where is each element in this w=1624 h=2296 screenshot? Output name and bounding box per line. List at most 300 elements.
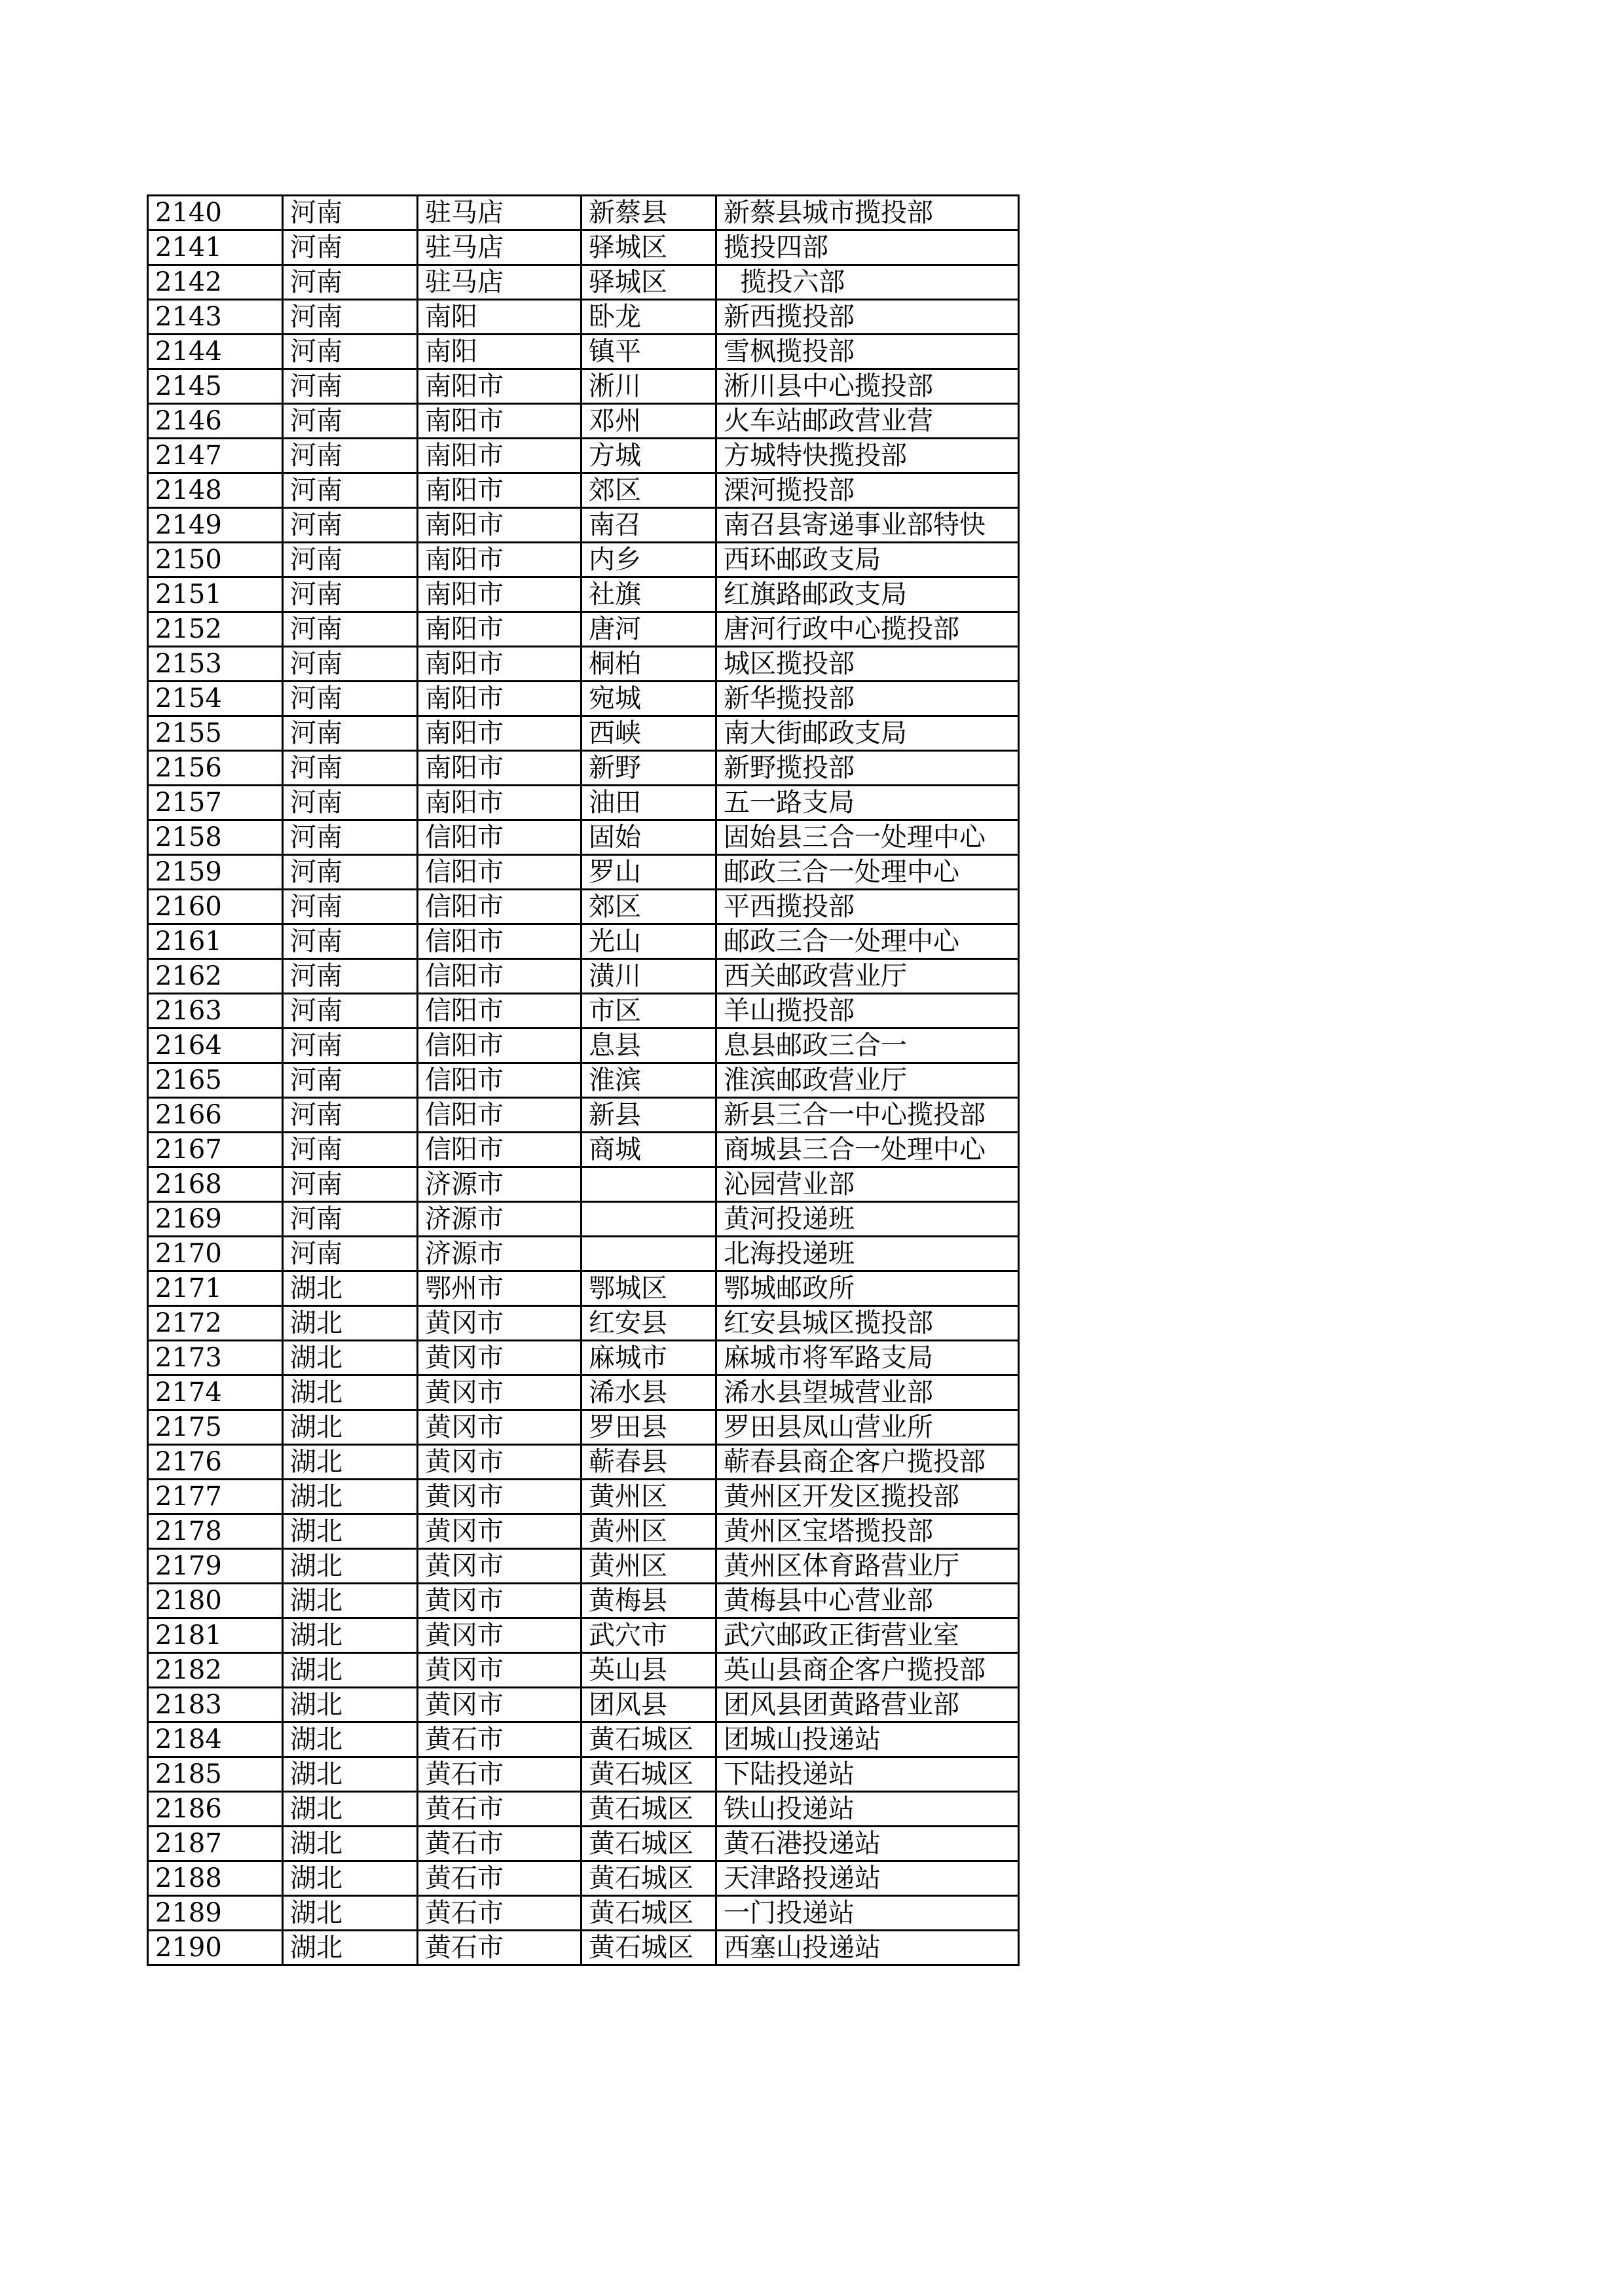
county-cell: 卧龙 <box>581 300 716 335</box>
county-cell: 镇平 <box>581 335 716 369</box>
province-cell: 湖北 <box>283 1827 418 1861</box>
county-cell: 团风县 <box>581 1688 716 1722</box>
county-cell: 郊区 <box>581 890 716 924</box>
county-cell: 鄂城区 <box>581 1271 716 1306</box>
county-cell: 宛城 <box>581 682 716 716</box>
row-number-cell: 2144 <box>148 335 283 369</box>
city-cell: 信阳市 <box>418 1029 581 1063</box>
row-number-cell: 2146 <box>148 404 283 439</box>
office-name-cell: 一门投递站 <box>716 1896 1019 1931</box>
province-cell: 湖北 <box>283 1445 418 1480</box>
county-cell: 市区 <box>581 994 716 1029</box>
county-cell: 息县 <box>581 1029 716 1063</box>
table-row <box>148 1445 1019 1480</box>
province-cell: 河南 <box>283 439 418 473</box>
city-cell: 南阳市 <box>418 473 581 508</box>
table-row <box>148 1618 1019 1653</box>
office-name-cell: 淅川县中心揽投部 <box>716 369 1019 404</box>
table-row <box>148 751 1019 786</box>
province-cell: 河南 <box>283 716 418 751</box>
row-number-cell: 2140 <box>148 196 283 230</box>
office-name-cell: 黄州区体育路营业厅 <box>716 1549 1019 1584</box>
county-cell: 驿城区 <box>581 230 716 265</box>
row-number-cell: 2166 <box>148 1098 283 1133</box>
county-cell: 固始 <box>581 820 716 855</box>
row-number-cell: 2190 <box>148 1931 283 1965</box>
row-number-cell: 2180 <box>148 1584 283 1618</box>
city-cell: 信阳市 <box>418 924 581 959</box>
row-number-cell: 2173 <box>148 1341 283 1376</box>
county-cell: 蕲春县 <box>581 1445 716 1480</box>
row-number-cell: 2188 <box>148 1861 283 1896</box>
row-number-cell: 2177 <box>148 1480 283 1514</box>
row-number-cell: 2182 <box>148 1653 283 1688</box>
table-row <box>148 1827 1019 1861</box>
office-name-cell: 新蔡县城市揽投部 <box>716 196 1019 230</box>
city-cell: 南阳市 <box>418 612 581 647</box>
office-name-cell: 邮政三合一处理中心 <box>716 855 1019 890</box>
county-cell: 潢川 <box>581 959 716 994</box>
table-row <box>148 716 1019 751</box>
county-cell: 郊区 <box>581 473 716 508</box>
city-cell: 黄冈市 <box>418 1688 581 1722</box>
row-number-cell: 2165 <box>148 1063 283 1098</box>
province-cell: 湖北 <box>283 1410 418 1445</box>
city-cell: 黄冈市 <box>418 1341 581 1376</box>
office-name-cell: 英山县商企客户揽投部 <box>716 1653 1019 1688</box>
province-cell: 湖北 <box>283 1861 418 1896</box>
row-number-cell: 2169 <box>148 1202 283 1237</box>
city-cell: 济源市 <box>418 1167 581 1202</box>
office-name-cell: 溧河揽投部 <box>716 473 1019 508</box>
row-number-cell: 2179 <box>148 1549 283 1584</box>
city-cell: 黄冈市 <box>418 1410 581 1445</box>
table-body <box>148 196 1019 1965</box>
office-name-cell: 黄梅县中心营业部 <box>716 1584 1019 1618</box>
county-cell: 黄石城区 <box>581 1931 716 1965</box>
county-cell: 桐柏 <box>581 647 716 682</box>
province-cell: 湖北 <box>283 1618 418 1653</box>
office-name-cell: 新野揽投部 <box>716 751 1019 786</box>
row-number-cell: 2189 <box>148 1896 283 1931</box>
province-cell: 河南 <box>283 230 418 265</box>
office-name-cell: 北海投递班 <box>716 1237 1019 1271</box>
city-cell: 南阳市 <box>418 369 581 404</box>
office-name-cell: 羊山揽投部 <box>716 994 1019 1029</box>
row-number-cell: 2151 <box>148 577 283 612</box>
province-cell: 河南 <box>283 924 418 959</box>
county-cell: 新蔡县 <box>581 196 716 230</box>
county-cell: 黄石城区 <box>581 1896 716 1931</box>
city-cell: 黄冈市 <box>418 1549 581 1584</box>
row-number-cell: 2147 <box>148 439 283 473</box>
province-cell: 湖北 <box>283 1341 418 1376</box>
city-cell: 南阳市 <box>418 682 581 716</box>
province-cell: 河南 <box>283 196 418 230</box>
city-cell: 驻马店 <box>418 265 581 300</box>
county-cell: 新野 <box>581 751 716 786</box>
city-cell: 信阳市 <box>418 1133 581 1167</box>
county-cell: 光山 <box>581 924 716 959</box>
county-cell: 麻城市 <box>581 1341 716 1376</box>
province-cell: 河南 <box>283 959 418 994</box>
table-row <box>148 404 1019 439</box>
city-cell: 信阳市 <box>418 959 581 994</box>
city-cell: 黄冈市 <box>418 1653 581 1688</box>
county-cell <box>581 1202 716 1237</box>
city-cell: 黄冈市 <box>418 1514 581 1549</box>
province-cell: 河南 <box>283 1063 418 1098</box>
row-number-cell: 2176 <box>148 1445 283 1480</box>
city-cell: 黄冈市 <box>418 1480 581 1514</box>
row-number-cell: 2149 <box>148 508 283 543</box>
office-name-cell: 罗田县凤山营业所 <box>716 1410 1019 1445</box>
city-cell: 南阳 <box>418 335 581 369</box>
county-cell: 黄州区 <box>581 1549 716 1584</box>
county-cell: 黄州区 <box>581 1480 716 1514</box>
city-cell: 信阳市 <box>418 994 581 1029</box>
province-cell: 湖北 <box>283 1376 418 1410</box>
row-number-cell: 2187 <box>148 1827 283 1861</box>
province-cell: 河南 <box>283 1167 418 1202</box>
county-cell: 武穴市 <box>581 1618 716 1653</box>
county-cell <box>581 1167 716 1202</box>
office-name-cell: 新县三合一中心揽投部 <box>716 1098 1019 1133</box>
city-cell: 驻马店 <box>418 196 581 230</box>
city-cell: 信阳市 <box>418 890 581 924</box>
city-cell: 信阳市 <box>418 820 581 855</box>
office-name-cell: 武穴邮政正街营业室 <box>716 1618 1019 1653</box>
province-cell: 河南 <box>283 994 418 1029</box>
table-row <box>148 1688 1019 1722</box>
province-cell: 河南 <box>283 508 418 543</box>
county-cell: 淮滨 <box>581 1063 716 1098</box>
table-row <box>148 1584 1019 1618</box>
city-cell: 黄石市 <box>418 1896 581 1931</box>
table-row <box>148 1480 1019 1514</box>
office-name-cell: 黄州区开发区揽投部 <box>716 1480 1019 1514</box>
table-row <box>148 612 1019 647</box>
county-cell: 唐河 <box>581 612 716 647</box>
office-name-cell: 平西揽投部 <box>716 890 1019 924</box>
table-row <box>148 1237 1019 1271</box>
county-cell: 浠水县 <box>581 1376 716 1410</box>
office-name-cell: 铁山投递站 <box>716 1792 1019 1827</box>
post-office-table <box>147 194 1020 1966</box>
city-cell: 黄石市 <box>418 1931 581 1965</box>
city-cell: 驻马店 <box>418 230 581 265</box>
table-row <box>148 1098 1019 1133</box>
office-name-cell: 黄河投递班 <box>716 1202 1019 1237</box>
city-cell: 南阳市 <box>418 751 581 786</box>
table-row <box>148 1376 1019 1410</box>
table-row <box>148 682 1019 716</box>
province-cell: 河南 <box>283 751 418 786</box>
city-cell: 南阳市 <box>418 716 581 751</box>
city-cell: 黄石市 <box>418 1861 581 1896</box>
province-cell: 河南 <box>283 1202 418 1237</box>
table-row <box>148 786 1019 820</box>
office-name-cell: 黄石港投递站 <box>716 1827 1019 1861</box>
county-cell: 黄梅县 <box>581 1584 716 1618</box>
city-cell: 鄂州市 <box>418 1271 581 1306</box>
province-cell: 湖北 <box>283 1514 418 1549</box>
row-number-cell: 2185 <box>148 1757 283 1792</box>
province-cell: 湖北 <box>283 1584 418 1618</box>
table-row <box>148 196 1019 230</box>
row-number-cell: 2170 <box>148 1237 283 1271</box>
county-cell: 淅川 <box>581 369 716 404</box>
province-cell: 河南 <box>283 682 418 716</box>
row-number-cell: 2183 <box>148 1688 283 1722</box>
table-row <box>148 994 1019 1029</box>
city-cell: 济源市 <box>418 1202 581 1237</box>
county-cell: 黄石城区 <box>581 1827 716 1861</box>
county-cell: 南召 <box>581 508 716 543</box>
table-row <box>148 1271 1019 1306</box>
row-number-cell: 2172 <box>148 1306 283 1341</box>
table-row <box>148 1341 1019 1376</box>
row-number-cell: 2148 <box>148 473 283 508</box>
row-number-cell: 2186 <box>148 1792 283 1827</box>
province-cell: 河南 <box>283 473 418 508</box>
table-row <box>148 473 1019 508</box>
table-row <box>148 890 1019 924</box>
row-number-cell: 2142 <box>148 265 283 300</box>
province-cell: 河南 <box>283 404 418 439</box>
office-name-cell: 五一路支局 <box>716 786 1019 820</box>
row-number-cell: 2175 <box>148 1410 283 1445</box>
province-cell: 湖北 <box>283 1757 418 1792</box>
province-cell: 河南 <box>283 335 418 369</box>
province-cell: 湖北 <box>283 1549 418 1584</box>
table-row <box>148 300 1019 335</box>
office-name-cell: 西塞山投递站 <box>716 1931 1019 1965</box>
office-name-cell: 揽投四部 <box>716 230 1019 265</box>
row-number-cell: 2145 <box>148 369 283 404</box>
city-cell: 信阳市 <box>418 855 581 890</box>
province-cell: 河南 <box>283 786 418 820</box>
office-name-cell: 团风县团黄路营业部 <box>716 1688 1019 1722</box>
table-row <box>148 1792 1019 1827</box>
city-cell: 黄冈市 <box>418 1445 581 1480</box>
office-name-cell: 西环邮政支局 <box>716 543 1019 577</box>
province-cell: 河南 <box>283 647 418 682</box>
row-number-cell: 2156 <box>148 751 283 786</box>
office-name-cell: 红安县城区揽投部 <box>716 1306 1019 1341</box>
county-cell: 商城 <box>581 1133 716 1167</box>
table-row <box>148 959 1019 994</box>
office-name-cell: 淮滨邮政营业厅 <box>716 1063 1019 1098</box>
row-number-cell: 2141 <box>148 230 283 265</box>
table-row <box>148 1722 1019 1757</box>
table-row <box>148 230 1019 265</box>
county-cell: 驿城区 <box>581 265 716 300</box>
province-cell: 河南 <box>283 1098 418 1133</box>
county-cell <box>581 1237 716 1271</box>
county-cell: 西峡 <box>581 716 716 751</box>
county-cell: 内乡 <box>581 543 716 577</box>
row-number-cell: 2154 <box>148 682 283 716</box>
province-cell: 河南 <box>283 1133 418 1167</box>
table-row <box>148 1167 1019 1202</box>
table-row <box>148 577 1019 612</box>
table-row <box>148 1202 1019 1237</box>
table-row <box>148 1029 1019 1063</box>
office-name-cell: 下陆投递站 <box>716 1757 1019 1792</box>
row-number-cell: 2153 <box>148 647 283 682</box>
province-cell: 河南 <box>283 612 418 647</box>
province-cell: 河南 <box>283 577 418 612</box>
office-name-cell: 城区揽投部 <box>716 647 1019 682</box>
table-row <box>148 855 1019 890</box>
table-row <box>148 1653 1019 1688</box>
table-row <box>148 1549 1019 1584</box>
office-name-cell: 固始县三合一处理中心 <box>716 820 1019 855</box>
row-number-cell: 2143 <box>148 300 283 335</box>
province-cell: 湖北 <box>283 1271 418 1306</box>
table-row <box>148 543 1019 577</box>
row-number-cell: 2168 <box>148 1167 283 1202</box>
row-number-cell: 2157 <box>148 786 283 820</box>
table-row <box>148 1931 1019 1965</box>
province-cell: 湖北 <box>283 1931 418 1965</box>
table-row <box>148 1757 1019 1792</box>
county-cell: 罗山 <box>581 855 716 890</box>
city-cell: 南阳 <box>418 300 581 335</box>
city-cell: 南阳市 <box>418 647 581 682</box>
office-name-cell: 西关邮政营业厅 <box>716 959 1019 994</box>
county-cell: 黄州区 <box>581 1514 716 1549</box>
office-name-cell: 邮政三合一处理中心 <box>716 924 1019 959</box>
city-cell: 黄冈市 <box>418 1376 581 1410</box>
office-name-cell: 沁园营业部 <box>716 1167 1019 1202</box>
table-row <box>148 924 1019 959</box>
office-name-cell: 麻城市将军路支局 <box>716 1341 1019 1376</box>
county-cell: 新县 <box>581 1098 716 1133</box>
city-cell: 黄冈市 <box>418 1306 581 1341</box>
county-cell: 社旗 <box>581 577 716 612</box>
table-row <box>148 1896 1019 1931</box>
county-cell: 黄石城区 <box>581 1861 716 1896</box>
row-number-cell: 2178 <box>148 1514 283 1549</box>
table-row <box>148 265 1019 300</box>
table-row <box>148 1410 1019 1445</box>
city-cell: 南阳市 <box>418 786 581 820</box>
table-row <box>148 439 1019 473</box>
county-cell: 黄石城区 <box>581 1757 716 1792</box>
office-name-cell: 天津路投递站 <box>716 1861 1019 1896</box>
office-name-cell: 商城县三合一处理中心 <box>716 1133 1019 1167</box>
table-row <box>148 1063 1019 1098</box>
province-cell: 湖北 <box>283 1722 418 1757</box>
office-name-cell: 鄂城邮政所 <box>716 1271 1019 1306</box>
office-name-cell: 团城山投递站 <box>716 1722 1019 1757</box>
province-cell: 湖北 <box>283 1792 418 1827</box>
city-cell: 南阳市 <box>418 577 581 612</box>
province-cell: 湖北 <box>283 1653 418 1688</box>
table-row <box>148 647 1019 682</box>
office-name-cell: 揽投六部 <box>716 265 1019 300</box>
province-cell: 河南 <box>283 1029 418 1063</box>
row-number-cell: 2167 <box>148 1133 283 1167</box>
office-name-cell: 火车站邮政营业营 <box>716 404 1019 439</box>
province-cell: 河南 <box>283 300 418 335</box>
city-cell: 黄石市 <box>418 1722 581 1757</box>
row-number-cell: 2174 <box>148 1376 283 1410</box>
row-number-cell: 2155 <box>148 716 283 751</box>
province-cell: 湖北 <box>283 1896 418 1931</box>
county-cell: 邓州 <box>581 404 716 439</box>
table-row <box>148 1306 1019 1341</box>
city-cell: 南阳市 <box>418 543 581 577</box>
row-number-cell: 2158 <box>148 820 283 855</box>
province-cell: 河南 <box>283 855 418 890</box>
county-cell: 黄石城区 <box>581 1722 716 1757</box>
city-cell: 黄冈市 <box>418 1584 581 1618</box>
city-cell: 黄石市 <box>418 1792 581 1827</box>
row-number-cell: 2160 <box>148 890 283 924</box>
row-number-cell: 2163 <box>148 994 283 1029</box>
office-name-cell: 浠水县望城营业部 <box>716 1376 1019 1410</box>
city-cell: 信阳市 <box>418 1063 581 1098</box>
row-number-cell: 2164 <box>148 1029 283 1063</box>
county-cell: 方城 <box>581 439 716 473</box>
province-cell: 河南 <box>283 369 418 404</box>
table-row <box>148 508 1019 543</box>
office-name-cell: 南召县寄递事业部特快 <box>716 508 1019 543</box>
table-row <box>148 335 1019 369</box>
office-name-cell: 新西揽投部 <box>716 300 1019 335</box>
row-number-cell: 2162 <box>148 959 283 994</box>
row-number-cell: 2159 <box>148 855 283 890</box>
row-number-cell: 2150 <box>148 543 283 577</box>
office-name-cell: 唐河行政中心揽投部 <box>716 612 1019 647</box>
city-cell: 黄石市 <box>418 1827 581 1861</box>
county-cell: 罗田县 <box>581 1410 716 1445</box>
city-cell: 信阳市 <box>418 1098 581 1133</box>
province-cell: 河南 <box>283 543 418 577</box>
office-name-cell: 红旗路邮政支局 <box>716 577 1019 612</box>
city-cell: 南阳市 <box>418 439 581 473</box>
province-cell: 河南 <box>283 265 418 300</box>
office-name-cell: 方城特快揽投部 <box>716 439 1019 473</box>
province-cell: 河南 <box>283 890 418 924</box>
row-number-cell: 2171 <box>148 1271 283 1306</box>
city-cell: 济源市 <box>418 1237 581 1271</box>
office-name-cell: 雪枫揽投部 <box>716 335 1019 369</box>
office-name-cell: 南大街邮政支局 <box>716 716 1019 751</box>
row-number-cell: 2161 <box>148 924 283 959</box>
row-number-cell: 2184 <box>148 1722 283 1757</box>
office-name-cell: 黄州区宝塔揽投部 <box>716 1514 1019 1549</box>
province-cell: 河南 <box>283 1237 418 1271</box>
row-number-cell: 2181 <box>148 1618 283 1653</box>
city-cell: 南阳市 <box>418 508 581 543</box>
table-row <box>148 820 1019 855</box>
office-name-cell: 蕲春县商企客户揽投部 <box>716 1445 1019 1480</box>
province-cell: 湖北 <box>283 1480 418 1514</box>
office-name-cell: 息县邮政三合一 <box>716 1029 1019 1063</box>
province-cell: 河南 <box>283 820 418 855</box>
table-row <box>148 1514 1019 1549</box>
city-cell: 黄石市 <box>418 1757 581 1792</box>
table-row <box>148 1133 1019 1167</box>
table-row <box>148 369 1019 404</box>
province-cell: 湖北 <box>283 1688 418 1722</box>
city-cell: 黄冈市 <box>418 1618 581 1653</box>
province-cell: 湖北 <box>283 1306 418 1341</box>
